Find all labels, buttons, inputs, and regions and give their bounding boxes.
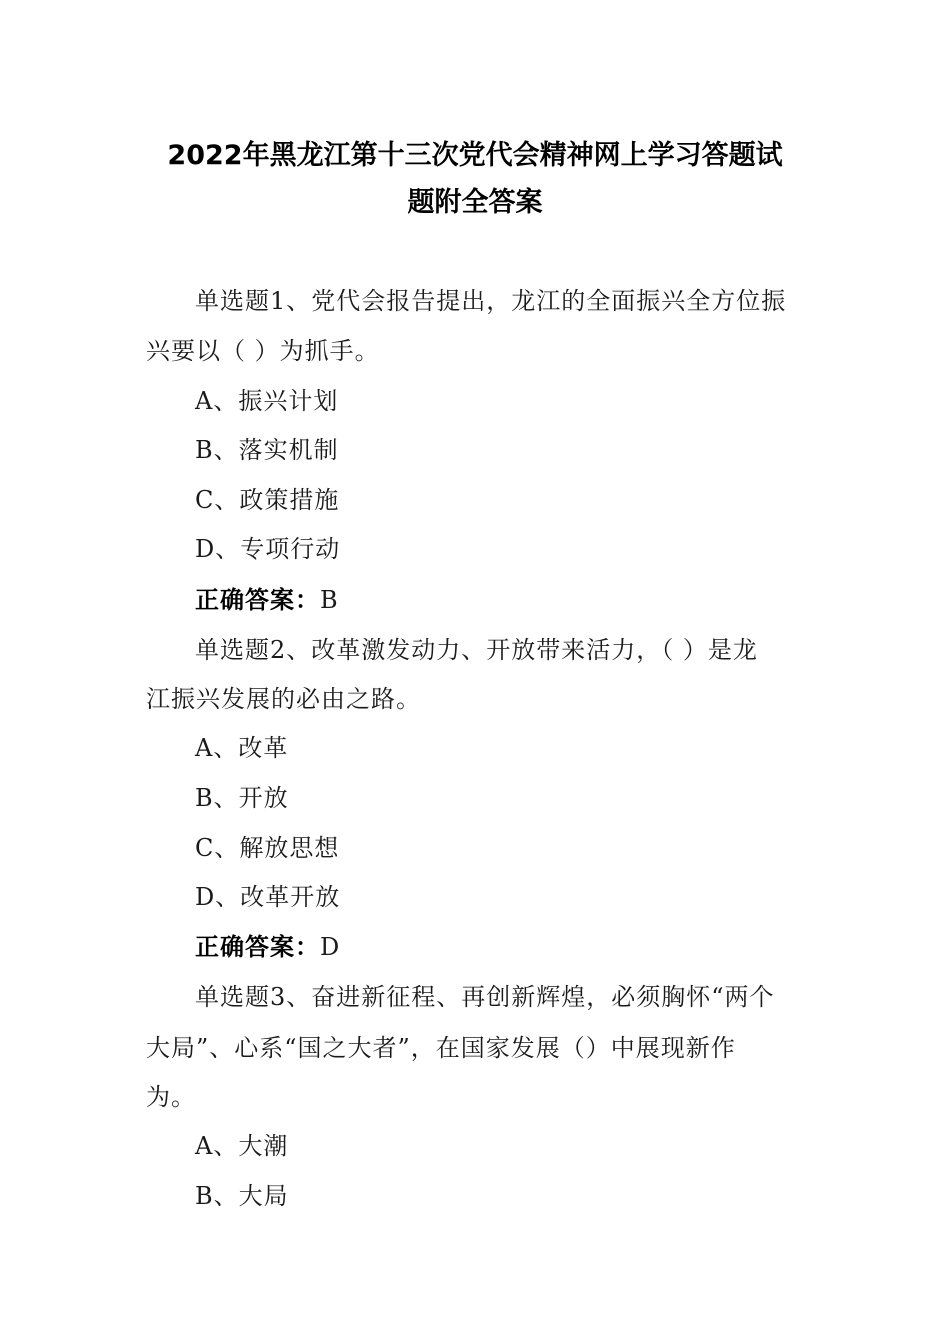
question-2-stem-line-1: 单选题2、改革激发动力、开放带来活力，（ ）是龙: [195, 636, 758, 664]
question-2-option-a: A、改革: [195, 734, 289, 762]
question-1-option-d: D、专项行动: [195, 535, 341, 563]
answer-label: 正确答案：: [195, 933, 320, 961]
question-3-stem-line-3: 为。: [146, 1083, 196, 1111]
question-2-option-b: B、开放: [195, 784, 289, 812]
question-2-answer: [195, 930, 340, 964]
question-2-option-d: D、改革开放: [195, 883, 341, 911]
answer-value: D: [320, 933, 341, 961]
question-2-stem-line-2: 江振兴发展的必由之路。: [146, 685, 421, 713]
question-1-option-a: A、振兴计划: [195, 387, 339, 415]
question-1-stem-line-1: 单选题1、党代会报告提出，龙江的全面振兴全方位振: [195, 287, 787, 315]
answer-value: B: [320, 586, 339, 614]
question-1-stem-line-2: 兴要以（ ）为抓手。: [146, 337, 380, 365]
document-title-line-1: 2022年黑龙江第十三次党代会精神网上学习答题试: [167, 140, 783, 171]
document-title-line-2: 题附全答案: [407, 187, 543, 218]
question-1-answer: [195, 583, 339, 617]
answer-label: 正确答案：: [195, 586, 320, 614]
question-3-option-a: A、大潮: [195, 1132, 289, 1160]
question-2-option-c: C、解放思想: [195, 834, 340, 862]
question-1-option-b: B、落实机制: [195, 436, 339, 464]
question-3-stem-line-2: 大局”、心系“国之大者”，在国家发展（）中展现新作: [146, 1034, 736, 1062]
question-3-option-b: B、大局: [195, 1182, 289, 1210]
question-3-stem-line-1: 单选题3、奋进新征程、再创新辉煌，必须胸怀“两个: [195, 983, 775, 1011]
question-1-option-c: C、政策措施: [195, 486, 340, 514]
